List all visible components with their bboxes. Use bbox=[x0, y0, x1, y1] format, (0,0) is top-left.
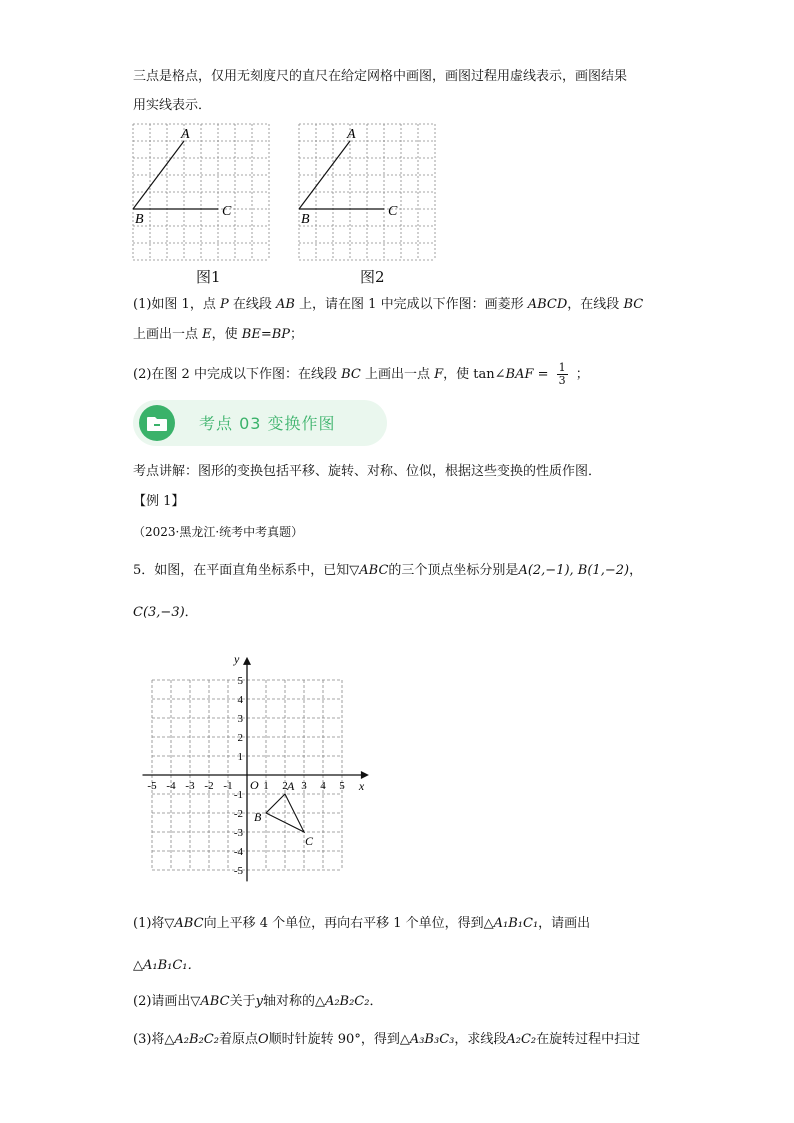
sub3-triangle-a2b2c2: A₂B₂C₂ bbox=[174, 1032, 219, 1047]
section-banner bbox=[133, 400, 387, 446]
question-5-line-1 bbox=[133, 562, 642, 580]
q5-text-c: ， bbox=[629, 563, 643, 578]
figure-2-caption: 图2 bbox=[360, 268, 385, 286]
q2-fraction bbox=[557, 362, 568, 387]
figure-2-grid bbox=[299, 124, 435, 260]
figure-1-segment-ab bbox=[133, 141, 184, 209]
figure-1-label-a: A bbox=[181, 127, 190, 142]
x-axis-arrow bbox=[361, 771, 369, 779]
figure-2-segment-ab bbox=[299, 141, 350, 209]
sub1-text-c: ，请画出 bbox=[538, 916, 591, 931]
sub2-text-b: 关于 bbox=[229, 994, 256, 1009]
q2-text-b: 上画出一点 bbox=[360, 367, 435, 382]
q1-text-g: ； bbox=[290, 327, 304, 342]
q1-point-e: E bbox=[202, 327, 212, 342]
question-2-line bbox=[133, 362, 589, 387]
y-tick-label: 4 bbox=[237, 694, 243, 706]
q2-text-d: ； bbox=[571, 367, 589, 382]
sub-question-2 bbox=[133, 993, 382, 1011]
q5-text-a: 5．如图，在平面直角坐标系中，已知▽ bbox=[133, 563, 360, 578]
y-tick-label: 3 bbox=[237, 713, 243, 725]
sub2-text-a: (2)请画出▽ bbox=[133, 994, 201, 1009]
vertex-label-b: B bbox=[254, 810, 262, 824]
q2-segment-bc: BC bbox=[341, 367, 361, 382]
q1-rhombus-abcd: ABCD bbox=[527, 297, 568, 312]
x-tick-label: -5 bbox=[147, 780, 157, 792]
question-1-line-1 bbox=[133, 296, 643, 314]
q1-segment-bc: BC bbox=[623, 297, 644, 312]
x-tick-label: -1 bbox=[223, 780, 233, 792]
folder-icon-shape bbox=[139, 405, 175, 441]
q1-text-a: (1)如图 1，点 bbox=[133, 297, 220, 312]
sub3-text-b: 着原点 bbox=[218, 1032, 258, 1047]
q2-fraction-numerator: 1 bbox=[558, 361, 566, 374]
q2-angle-baf: BAF bbox=[505, 367, 534, 382]
y-axis-arrow bbox=[243, 657, 251, 665]
coordinate-plane bbox=[0, 640, 794, 900]
q2-text-a: (2)在图 2 中完成以下作图：在线段 bbox=[133, 367, 342, 382]
example-label: 【例 1】 bbox=[133, 494, 185, 509]
sub1-triangle-abc: ABC bbox=[174, 916, 204, 931]
x-tick-label: -2 bbox=[204, 780, 214, 792]
explanation: 考点讲解：图形的变换包括平移、旋转、对称、位似，根据这些变换的性质作图． bbox=[133, 464, 602, 479]
y-tick-label: -4 bbox=[233, 846, 243, 858]
x-tick-label: 1 bbox=[263, 780, 269, 792]
sub-question-1-line-1 bbox=[133, 915, 590, 933]
sub2-text-d: ． bbox=[369, 994, 383, 1009]
sub2-triangle-abc: ABC bbox=[200, 994, 230, 1009]
sub-question-1-line-2: △A₁B₁C₁． bbox=[133, 958, 201, 973]
sub1-text-b: 向上平移 4 个单位，再向右平移 1 个单位，得到△ bbox=[203, 916, 494, 931]
sub3-triangle-a3b3c3: A₃B₃C₃ bbox=[409, 1032, 455, 1047]
y-axis-label: y bbox=[234, 651, 240, 666]
q1-segment-ab: AB bbox=[275, 297, 295, 312]
sub3-segment-a2c2: A₂C₂ bbox=[506, 1032, 537, 1047]
q2-fraction-denominator: 3 bbox=[558, 374, 566, 387]
y-tick-label: -2 bbox=[233, 808, 243, 820]
q1-text-f: ，使 bbox=[211, 327, 242, 342]
x-axis-label: x bbox=[358, 779, 365, 793]
q5-coords-ab: A(2,−1), B(1,−2) bbox=[518, 563, 630, 578]
sub2-text-c: 轴对称的△ bbox=[262, 994, 325, 1009]
sub2-y-axis: y bbox=[255, 994, 263, 1009]
vertex-label-c: C bbox=[305, 834, 314, 848]
figure-2-label-a: A bbox=[347, 127, 356, 142]
sub-question-3 bbox=[133, 1031, 640, 1049]
q1-text-b: 在线段 bbox=[228, 297, 276, 312]
origin-label: O bbox=[250, 778, 259, 792]
sub3-text-e: 在旋转过程中扫过 bbox=[536, 1032, 641, 1047]
figure-grids bbox=[0, 0, 794, 300]
q1-equation: BE=BP bbox=[241, 327, 291, 342]
figure-1-caption: 图1 bbox=[196, 268, 221, 286]
y-tick-label: -3 bbox=[233, 827, 243, 839]
q5-triangle-abc: ABC bbox=[359, 563, 389, 578]
intro-line-2: 用实线表示． bbox=[133, 98, 212, 113]
sub2-triangle-a2b2c2: A₂B₂C₂ bbox=[324, 994, 370, 1009]
q5-text-d: ． bbox=[184, 605, 198, 620]
y-tick-label: -5 bbox=[233, 865, 243, 877]
q2-point-f: F bbox=[434, 367, 444, 382]
question-1-line-2 bbox=[133, 326, 303, 344]
sub3-text-d: ，求线段 bbox=[454, 1032, 507, 1047]
figure-2-label-c: C bbox=[388, 204, 398, 219]
x-tick-label: 4 bbox=[320, 780, 326, 792]
figure-2-label-b: B bbox=[301, 212, 310, 227]
q5-text-b: 的三个顶点坐标分别是 bbox=[388, 563, 519, 578]
sub3-origin: O bbox=[257, 1032, 269, 1047]
q1-text-e: 上画出一点 bbox=[133, 327, 203, 342]
sub1-text-a: (1)将▽ bbox=[133, 916, 175, 931]
source-note: （2023·黑龙江·统考中考真题） bbox=[133, 525, 304, 539]
q1-text-d: ，在线段 bbox=[567, 297, 624, 312]
x-tick-label: -4 bbox=[166, 780, 176, 792]
q5-coords-c: C(3,−3) bbox=[133, 605, 185, 620]
q1-point-p: P bbox=[219, 297, 229, 312]
question-5-line-2 bbox=[133, 604, 198, 622]
q1-text-c: 上，请在图 1 中完成以下作图：画菱形 bbox=[294, 297, 528, 312]
y-tick-label: 2 bbox=[237, 732, 243, 744]
intro-line-1: 三点是格点，仅用无刻度尺的直尺在给定网格中画图，画图过程用虚线表示，画图结果 bbox=[133, 69, 628, 84]
sub3-text-a: (3)将△ bbox=[133, 1032, 175, 1047]
y-tick-label: -1 bbox=[233, 789, 243, 801]
x-tick-label: 2 bbox=[282, 780, 288, 792]
figure-1-label-b: B bbox=[135, 212, 144, 227]
y-tick-label: 1 bbox=[237, 751, 243, 763]
figure-1-label-c: C bbox=[222, 204, 232, 219]
x-tick-label: 5 bbox=[339, 780, 345, 792]
sub1-triangle-a1b1c1: A₁B₁C₁ bbox=[493, 916, 539, 931]
folder-icon bbox=[139, 405, 175, 441]
section-banner-title: 考点 03 变换作图 bbox=[199, 414, 336, 433]
x-tick-label: 3 bbox=[301, 780, 307, 792]
vertex-label-a: A bbox=[287, 779, 295, 793]
y-tick-label: 5 bbox=[237, 675, 243, 687]
q2-equals: = bbox=[533, 367, 553, 382]
x-tick-label: -3 bbox=[185, 780, 195, 792]
sub3-text-c: 顺时针旋转 90°，得到△ bbox=[268, 1032, 410, 1047]
figure-1-grid bbox=[133, 124, 269, 260]
q2-text-c: ，使 tan∠ bbox=[443, 367, 506, 382]
